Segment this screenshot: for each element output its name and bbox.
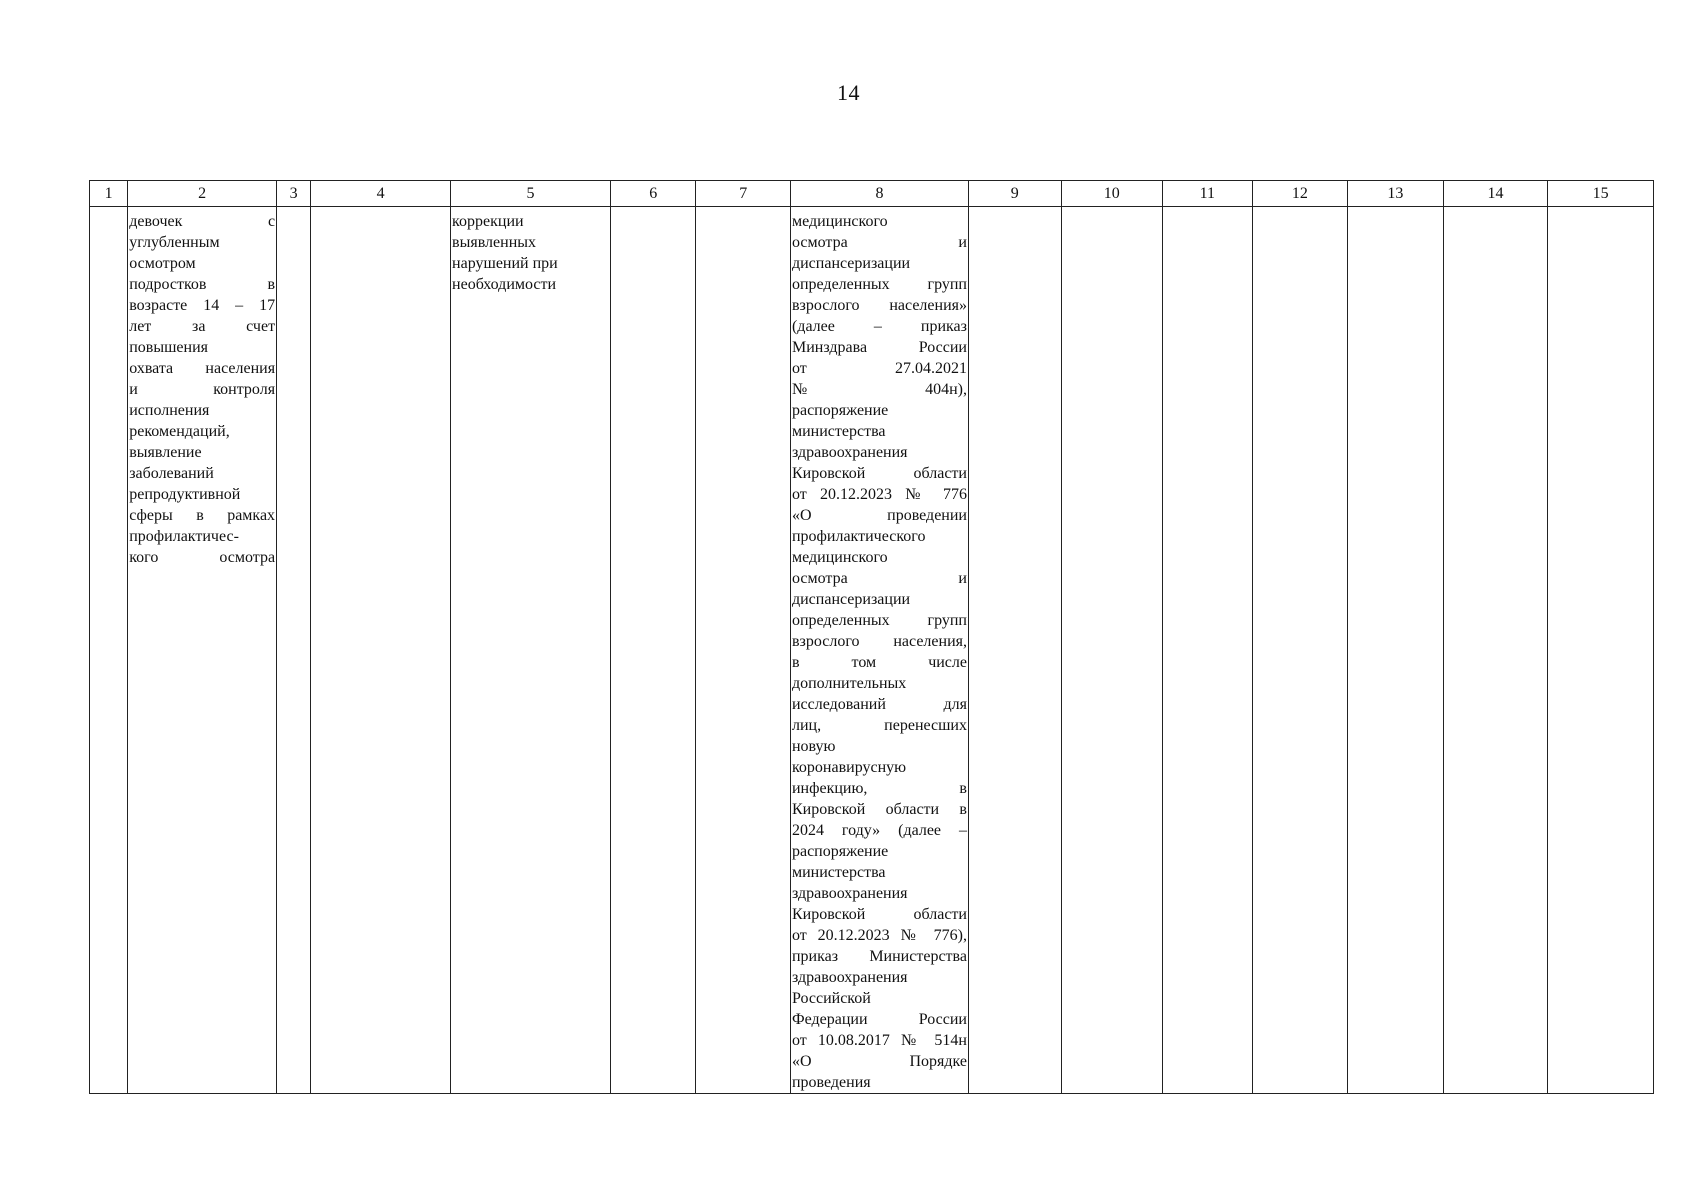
- cell-text: девочек с углубленным осмотром подростков в возрасте 14 – 17 лет за счет повышения охвата населения и контроля исполнения рекомендаций, выявление заболеваний репродуктивной сферы в рамках профилактичес- кого осмотра: [129, 213, 276, 566]
- column-header: 2: [128, 181, 277, 207]
- page-number: 14: [837, 80, 860, 105]
- table-cell-col1: [90, 207, 128, 1094]
- table-cell-col9: [968, 207, 1061, 1094]
- cell-text: [1548, 207, 1653, 211]
- table-cell-col7: [696, 207, 791, 1094]
- cell-text: [1348, 207, 1443, 211]
- cell-text: [1253, 207, 1348, 211]
- table-cell-col2: [128, 207, 277, 1094]
- table-cell-col14: [1443, 207, 1548, 1094]
- cell-text: [1444, 207, 1548, 211]
- cell-text: [277, 207, 310, 211]
- cell-text: [311, 207, 450, 211]
- column-header: 11: [1163, 181, 1253, 207]
- column-header: 10: [1061, 181, 1163, 207]
- cell-text: [1062, 207, 1163, 211]
- table-cell-col12: [1252, 207, 1348, 1094]
- cell-text: медицинского осмотра и диспансеризации определенных групп взрослого населения» (далее – приказ Минздрава России от 27.04.2021 № 404н), распоряжение министерства здравоохранения Кировской области от 20.12.2023 № 776 «О проведении профилактического медицинского осмотра и диспансеризации определенных групп взрослого населения, в том числе дополнительных исследований для лиц, перенесших новую коронавирусную инфекцию, в Кировской области в 2024 году» (далее – распоряжение министерства здравоохранения Кировской области от 20.12.2023 № 776), приказ Министерства здравоохранения Российской Федерации России от 10.08.2017 № 514н «О Порядке проведения: [791, 213, 967, 1091]
- column-header: 1: [90, 181, 128, 207]
- table-cell-col10: [1061, 207, 1163, 1094]
- column-header: 5: [451, 181, 611, 207]
- cell-text: [1163, 207, 1252, 211]
- cell-text: [611, 207, 695, 211]
- table-cell-col6: [610, 207, 695, 1094]
- table-cell-col8: [790, 207, 968, 1094]
- column-header: 12: [1252, 181, 1348, 207]
- table-cell-col4: [311, 207, 451, 1094]
- column-header: 15: [1548, 181, 1654, 207]
- column-header: 3: [277, 181, 311, 207]
- cell-text: [696, 207, 790, 211]
- column-header: 13: [1348, 181, 1444, 207]
- cell-text: коррекции выявленных нарушений при необходимости: [452, 213, 558, 293]
- table-cell-col15: [1548, 207, 1654, 1094]
- column-header: 14: [1443, 181, 1548, 207]
- cell-text: [90, 207, 127, 211]
- header-row: [90, 181, 1654, 207]
- table-cell-col3: [277, 207, 311, 1094]
- column-header: 7: [696, 181, 791, 207]
- table-cell-col11: [1163, 207, 1253, 1094]
- cell-text: [969, 207, 1061, 211]
- column-header: 4: [311, 181, 451, 207]
- column-header: 8: [790, 181, 968, 207]
- document-table: [89, 180, 1654, 1094]
- table-cell-col13: [1348, 207, 1444, 1094]
- column-header: 6: [610, 181, 695, 207]
- table-cell-col5: [451, 207, 611, 1094]
- table-row: [90, 207, 1654, 1094]
- column-header: 9: [968, 181, 1061, 207]
